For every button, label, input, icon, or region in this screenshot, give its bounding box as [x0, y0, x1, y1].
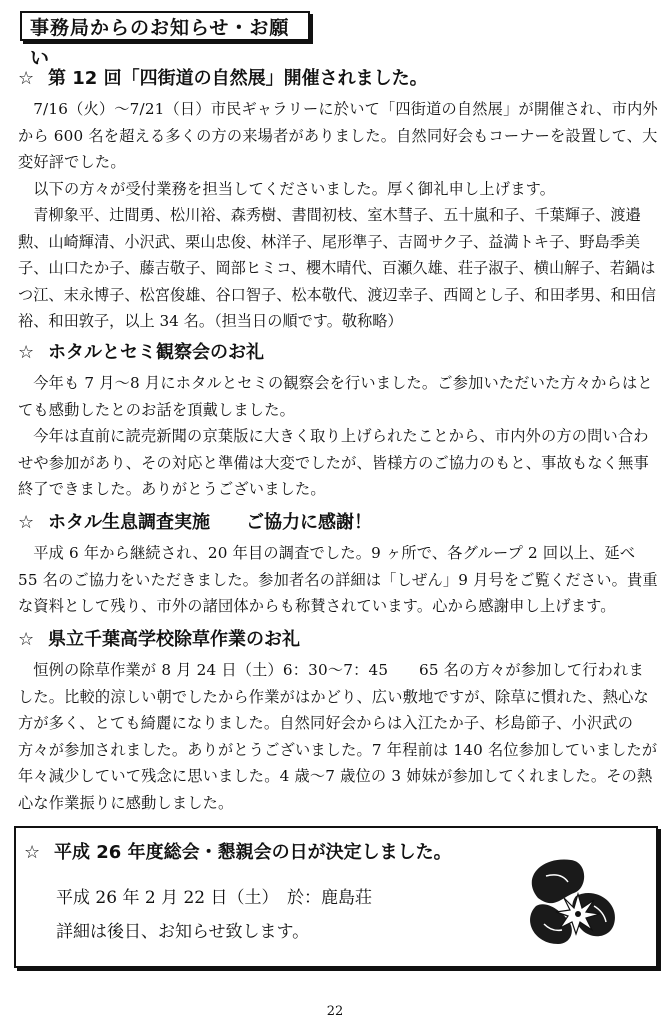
- announcement-detail: 詳細は後日、お知らせ致します。: [56, 922, 310, 942]
- announcement-date: 平成 26 年 2 月 22 日（土） 於：鹿島荘: [56, 888, 373, 908]
- paragraph: 今年は直前に読売新聞の京葉版に大きく取り上げられたことから、市内外の方の問い合わせや参加があり、その対応と準備は大変でしたが、皆様方のご協力のもと、事故もなく無事終了できました。ありがとうございました。: [18, 427, 649, 498]
- section-heading: [18, 510, 658, 536]
- star-icon: ☆: [18, 629, 35, 650]
- section-weeding: [18, 627, 658, 816]
- announcement-box: [14, 826, 658, 968]
- section-heading: [18, 627, 658, 653]
- section-firefly-cicada: [18, 340, 658, 503]
- section-firefly-survey: [18, 510, 658, 620]
- volunteer-names: 青柳象平、辻間勇、松川裕、森秀樹、書間初枝、室木彗子、五十嵐和子、千葉輝子、渡邉勲、山崎輝清、小沢武、栗山忠俊、林洋子、尾形準子、吉岡サク子、益満トキ子、野島季美子、山口たか子、藤吉敬子、岡部ヒミコ、櫻木晴代、百瀬久雄、荘子淑子、横山解子、若鍋はつ江、末永博子、松宮俊雄、谷口智子、松本敬代、渡辺幸子、西岡とし子、和田孝男、和田信裕、和田敦子，以上 34 名。（担当日の順です。敬称略）: [18, 206, 656, 330]
- star-icon: ☆: [24, 842, 41, 863]
- paragraph: 今年も 7 月～8 月にホタルとセミの観察会を行いました。ご参加いただいた方々からはとても感動したとのお話を頂戴しました。: [18, 374, 653, 419]
- page-number: 22: [326, 1004, 344, 1019]
- section-heading: [18, 66, 658, 92]
- heading-text: 第 12 回「四街道の自然展」開催されました。: [48, 68, 428, 89]
- section-nature-exhibition: [18, 66, 658, 335]
- section-heading: [18, 340, 658, 366]
- lotus-leaf-flower-icon: [516, 848, 626, 953]
- paragraph: 以下の方々が受付業務を担当してくださいました。厚く御礼申し上げます。: [33, 179, 556, 198]
- paragraph: 恒例の除草作業が 8 月 24 日（土）6：30～7：45 65 名の方々が参加して行われました。比較的涼しい朝でしたから作業がはかどり、広い敷地ですが、除草に慣れた、熱心な方が多く、とても綺麗になりました。自然同好会からは入江たか子、杉島節子、小沢武の方々が参加されました。ありがとうございました。7 年程前は 140 名位参加していましたが年々減少していて残念に思いました。4 歳～7 歳位の 3 姉妹が参加してくれました。その熱心な作業振りに感動しました。: [18, 661, 658, 812]
- star-icon: ☆: [18, 512, 35, 533]
- page-title: 事務局からのお知らせ・お願い: [20, 11, 310, 41]
- heading-text: 平成 26 年度総会・懇親会の日が決定しました。: [54, 842, 452, 863]
- star-icon: ☆: [18, 68, 35, 89]
- heading-text: ホタルとセミ観察会のお礼: [48, 342, 264, 363]
- announcement-heading: [24, 840, 452, 866]
- paragraph: 平成 6 年から継続され、20 年目の調査でした。9 ヶ所で、各グループ 2 回以上、延べ 55 名のご協力をいただきました。参加者名の詳細は「しぜん」9 月号をご覧ください。貴重な資料として残り、市外の諸団体からも称賛されています。心から感謝申し上げます。: [18, 544, 658, 615]
- paragraph: 7/16（火）～7/21（日）市民ギャラリーに於いて「四街道の自然展」が開催され、市内外から 600 名を超える多くの方の来場者がありました。自然同好会もコーナーを設置して、大変好評でした。: [18, 100, 658, 171]
- heading-text: ホタル生息調査実施 ご協力に感謝！: [48, 512, 372, 533]
- heading-text: 県立千葉高学校除草作業のお礼: [48, 629, 300, 650]
- star-icon: ☆: [18, 342, 35, 363]
